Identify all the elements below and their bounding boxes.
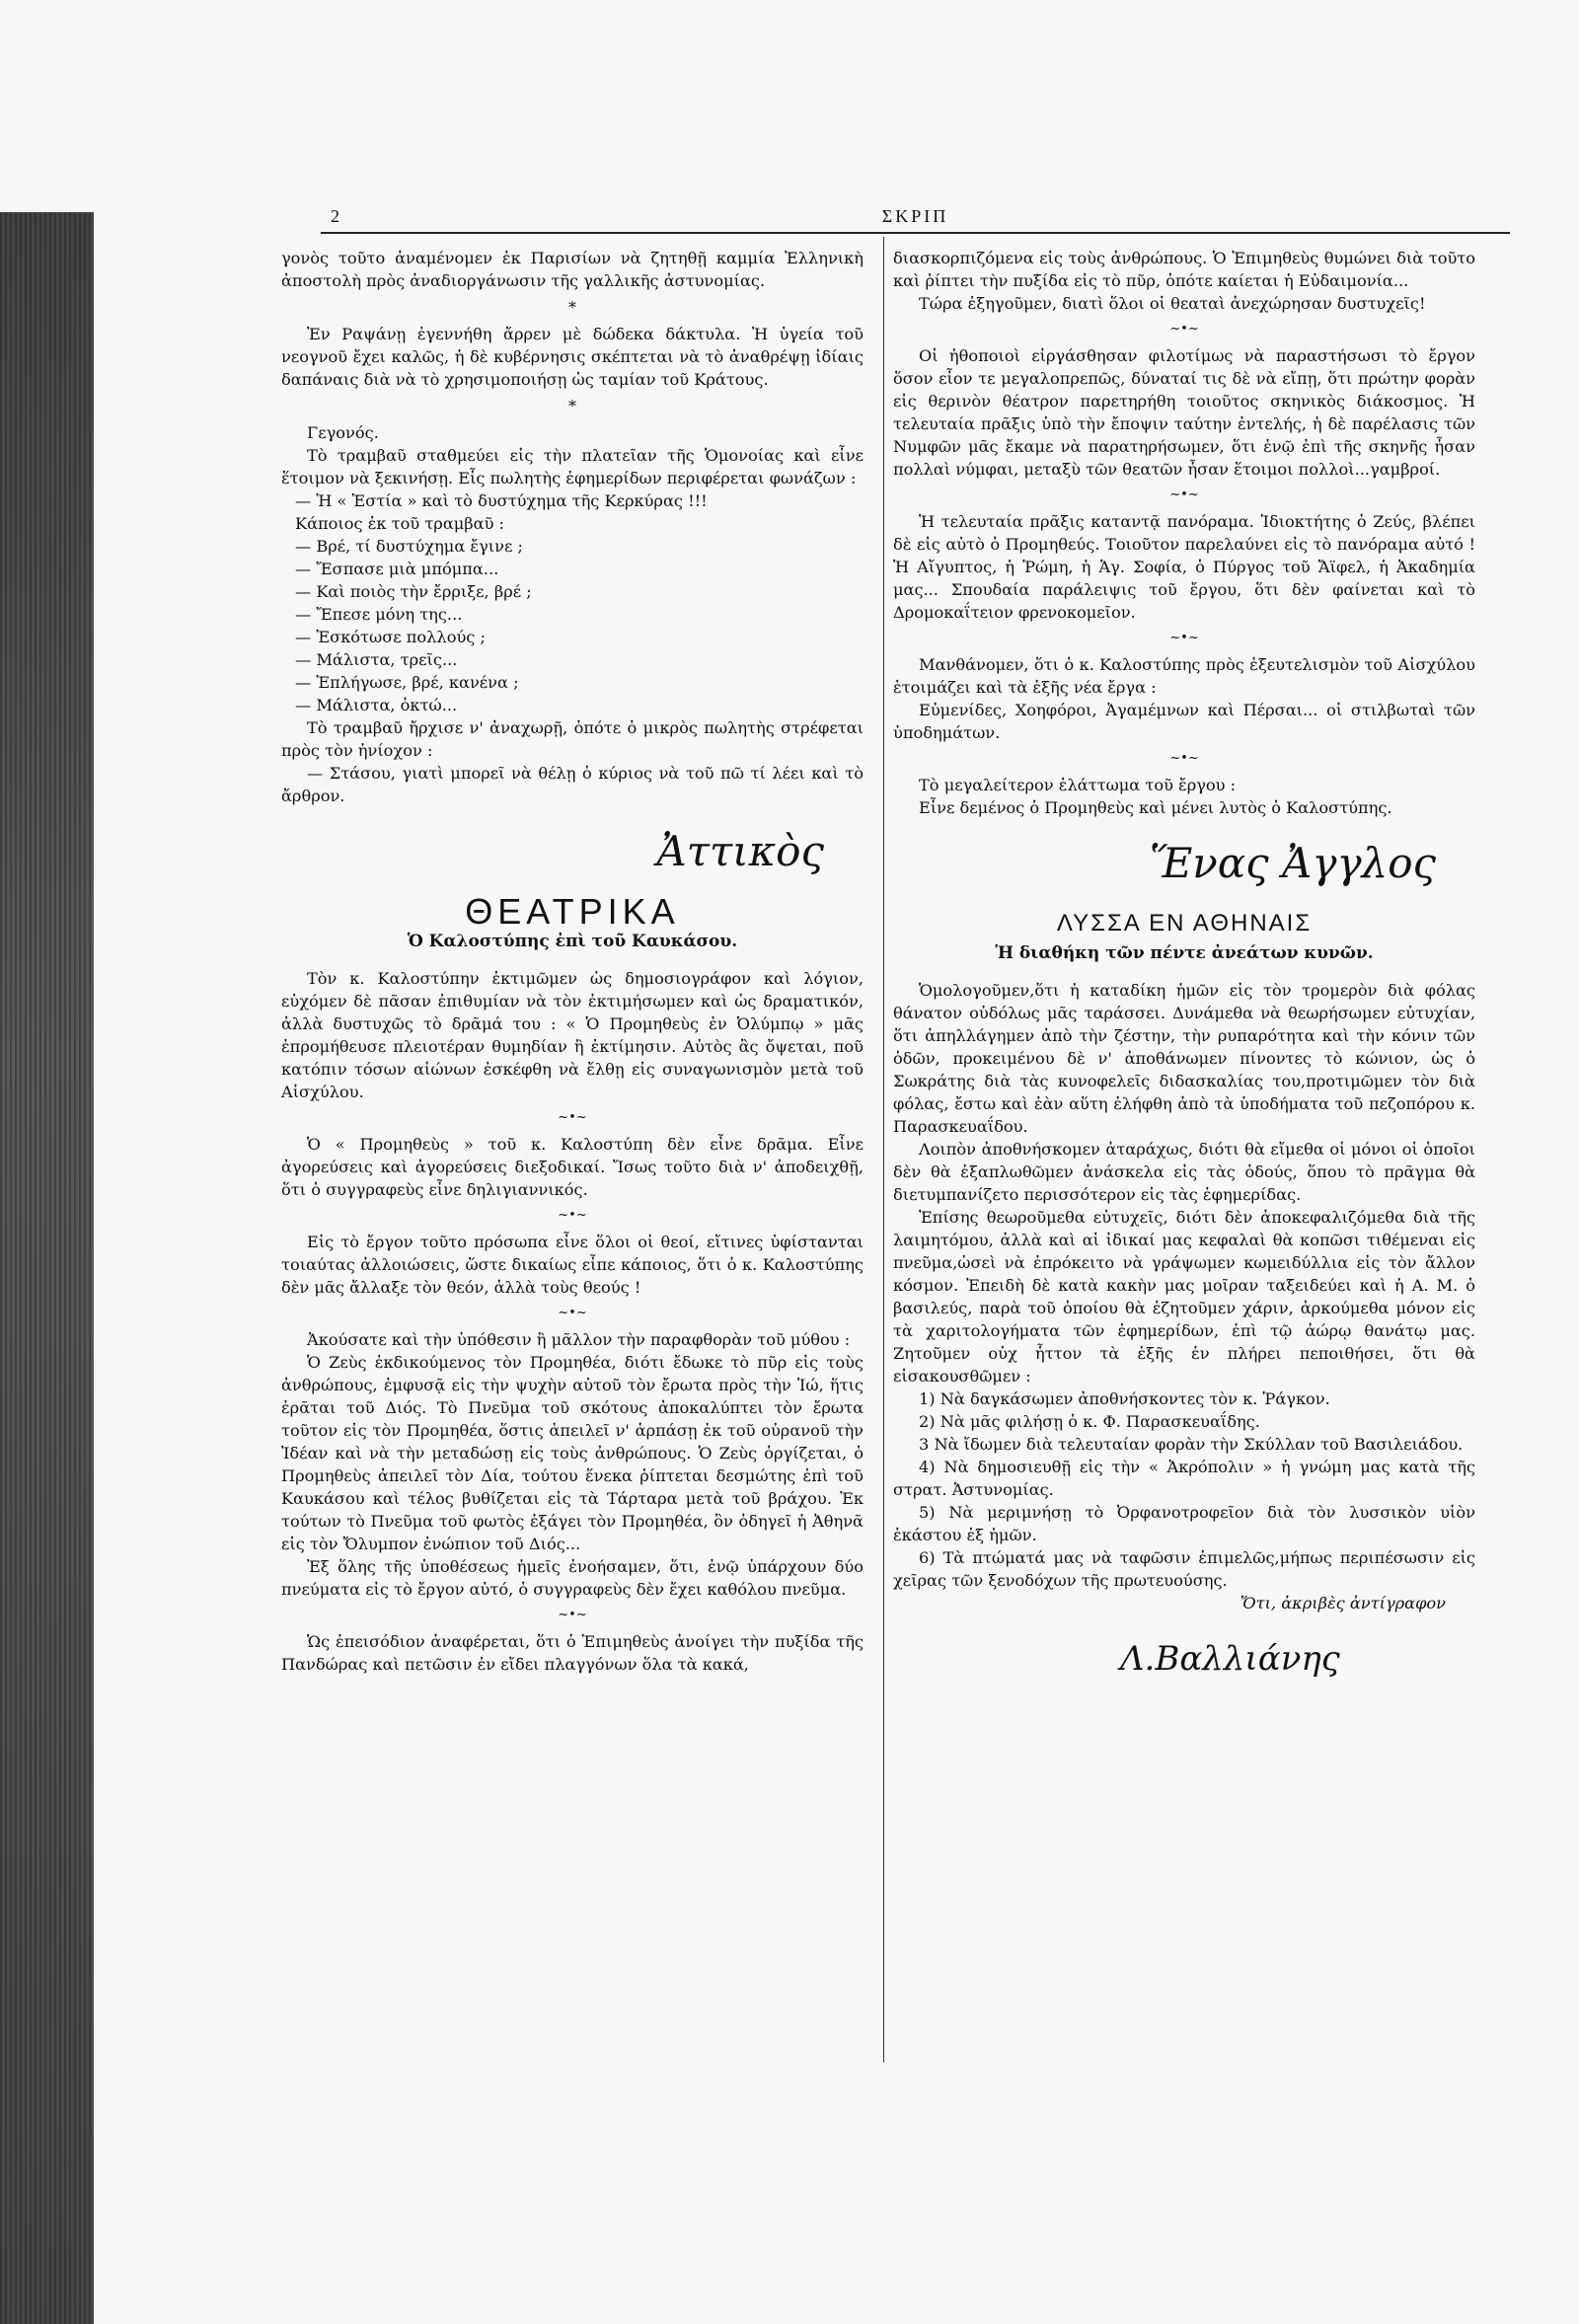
paragraph: Γεγονός.	[307, 423, 379, 442]
dialogue-line: — Ἔσπασε μιὰ μπόμπα...	[295, 560, 499, 578]
closing-quote: Ὅτι, ἀκριβὲς ἀντίγραφον	[1241, 1594, 1446, 1612]
paragraph: Ὁ Ζεὺς ἐκδικούμενος τὸν Προμηθέα, διότι ἔδωκε τὸ πῦρ εἰς τοὺς ἀνθρώπους, ἐμφυσᾷ εἰς τὴν ψυχὴν αὐτοῦ τὸν ἔρωτα πρὸς τὴν Ἰώ, ἥτις ἐρᾶται τοῦ Διός. Τὸ Πνεῦμα τοῦ σκότους ἀποκαλύπτει τὸν ἔρωτα τοῦτον εἰς τὸν Προμηθέα, ὅστις ἀπειλεῖ ν' ἁρπάσῃ ἐκ τοῦ οὐρανοῦ τὴν Ἰδέαν καὶ νὰ τὴν μεταδώσῃ εἰς τοὺς ἀνθρώπους. Ὁ Ζεὺς ὀργίζεται, ὁ Προμηθεὺς ἀπειλεῖ τὸν Δία, τούτου ἕνεκα ῥίπτεται δεσμώτης ἐπὶ τοῦ Καυκάσου καὶ τέλος βυθίζεται εἰς τὰ Τάρταρα μετὰ τοῦ βράχου. Ἐκ τούτων τὸ Πνεῦμα τοῦ φωτὸς ἐξάγει τὸν Προμηθέα, ὃν ὁδηγεῖ ἡ Ἀθηνᾶ εἰς τὸν Ὄλυμπον ἐνώπιον τοῦ Διός...	[281, 1353, 864, 1553]
dialogue-line: — Μάλιστα, τρεῖς...	[295, 650, 458, 669]
paragraph: Ὁμολογοῦμεν,ὅτι ἡ καταδίκη ἡμῶν εἰς τὸν τρομερὸν διὰ φόλας θάνατον οὐδόλως μᾶς ταράσσει. Δυνάμεθα νὰ θεωρήσωμεν εὐτυχίαν, ὅτι ἀπηλλάγημεν ἀπὸ τὴν ζέστην, τὴν ρυπαρότητα καὶ τὴν κόνιν τῶν ὁδῶν, προκειμένου δὲ ν' ἀποθάνωμεν πίνοντες τὸ κώνιον, ὡς ὁ Σωκράτης διὰ τὰς κυνοφελεῖς διδασκαλίας του,προτιμῶμεν τὸν διὰ φόλας, ἔστω καὶ ἐὰν αὕτη ἐλήφθη ἀπὸ τὰ ὑποδήματα τοῦ πεζοπόρου κ. Παρασκευαΐδου.	[893, 981, 1475, 1136]
ornament-separator: ~•~	[1169, 487, 1199, 502]
ornament-separator: ~•~	[558, 1608, 587, 1622]
author-signature: Ἕνας Ἀγγλος	[1149, 839, 1436, 887]
paragraph: Μανθάνομεν, ὅτι ὁ κ. Καλοστύπης πρὸς ἐξευτελισμὸν τοῦ Αἰσχύλου ἑτοιμάζει καὶ τὰ ἑξῆς νέα ἔργα :	[893, 655, 1475, 697]
paragraph: Ἐν Ραψάνῃ ἐγεννήθη ἄρρεν μὲ δώδεκα δάκτυλα. Ἡ ὑγεία τοῦ νεογνοῦ ἔχει καλῶς, ἡ δὲ κυβέρνησις σκέπτεται νὰ τὸ ἀναθρέψῃ ἰδίαις δαπάναις διὰ νὰ τὸ χρησιμοποιήσῃ ὡς ταμίαν τοῦ Κράτους.	[281, 325, 864, 389]
ornament-separator: ~•~	[1169, 322, 1199, 337]
dialogue-line: — Μάλιστα, ὀκτώ...	[295, 696, 458, 714]
dialogue-line: — Ἔπεσε μόνη της...	[295, 605, 463, 624]
column-divider	[883, 237, 884, 2062]
paragraph: Τὸ μεγαλείτερον ἐλάττωμα τοῦ ἔργου :	[919, 776, 1237, 794]
article-headline: Ὁ Καλοστύπης ἐπὶ τοῦ Καυκάσου.	[407, 932, 738, 951]
dialogue-line: — Ἡ « Ἑστία » καὶ τὸ δυστύχημα τῆς Κερκύρας !!!	[295, 491, 708, 510]
ornament-separator: ~•~	[558, 1110, 587, 1125]
section-title: ΛΥΣΣΑ ΕΝ ΑΘΗΝΑΙΣ	[1056, 910, 1313, 937]
scanned-page-edge	[0, 212, 94, 2324]
star-separator: *	[568, 298, 576, 317]
ornament-separator: ~•~	[558, 1208, 587, 1223]
ornament-separator: ~•~	[1169, 631, 1199, 645]
list-item: 3 Νὰ ἴδωμεν διὰ τελευταίαν φορὰν τὴν Σκύλλαν τοῦ Βασιλειάδου.	[919, 1435, 1464, 1454]
paragraph: γονὸς τοῦτο ἀναμένομεν ἐκ Παρισίων νὰ ζητηθῇ καμμία Ἑλληνικὴ ἀποστολὴ πρὸς ἀναδιοργάνωσιν τῆς γαλλικῆς ἀστυνομίας.	[281, 249, 864, 290]
paragraph: Εἰς τὸ ἔργον τοῦτο πρόσωπα εἶνε ὅλοι οἱ θεοί, εἴτινες ὑφίστανται τοιαύτας ἀλλοιώσεις, ὥστε δικαίως εἶπε κάποιος, ὅτι ὁ κ. Καλοστύπης δὲν μᾶς ἄλλαξε τὸν θεόν, ἀλλὰ τοὺς θεούς !	[281, 1233, 864, 1297]
paragraph: Τὸ τραμβαῦ ἤρχισε ν' ἀναχωρῇ, ὁπότε ὁ μικρὸς πωλητὴς στρέφεται πρὸς τὸν ἡνίοχον :	[281, 718, 864, 760]
list-item: 6) Τὰ πτώματά μας νὰ ταφῶσιν ἐπιμελῶς,μήπως περιπέσωσιν εἰς χεῖρας τῶν ξενοδόχων τῆς πρωτευούσης.	[893, 1548, 1475, 1590]
dialogue-line: — Καὶ ποιὸς τὴν ἔρριξε, βρέ ;	[295, 582, 532, 601]
section-title: ΘΕΑΤΡΙΚΑ	[465, 891, 680, 932]
paragraph: Τώρα ἐξηγοῦμεν, διατὶ ὅλοι οἱ θεαταὶ ἀνεχώρησαν δυστυχεῖς!	[919, 294, 1426, 313]
paragraph: Ἐπίσης θεωροῦμεθα εὐτυχεῖς, διότι δὲν ἀποκεφαλιζόμεθα διὰ τῆς λαιμητόμου, ἀλλὰ καὶ αἱ ἰδικαί μας κεφαλαὶ θὰ κοπῶσι τιθέμεναι εἰς πνεῦμα,ὡσεὶ νὰ ἐπρόκειτο νὰ γράψωμεν κωμειδύλλια εἰς τὸν ἄλλον κόσμον. Ἐπειδὴ δὲ κατὰ κακὴν μας μοῖραν ταξειδεύει καὶ ἡ Α. Μ. ὁ βασιλεύς, παρὰ τοῦ ὁποίου θὰ ἐζητοῦμεν χάριν, ἀρκούμεθα μόνον εἰς τὰ χαριτολογήματα τῶν ἐφημερίδων, ἐπὶ τῷ ἀώρῳ θανάτῳ μας. Ζητοῦμεν οὐχ ἧττον τὰ ἑξῆς ἐν πλήρει πεποιθήσει, ὅτι θὰ εἰσακουσθῶμεν :	[893, 1208, 1475, 1386]
paragraph: διασκορπιζόμενα εἰς τοὺς ἀνθρώπους. Ὁ Ἐπιμηθεὺς θυμώνει διὰ τοῦτο καὶ ῥίπτει τὴν πυξίδα εἰς τὸ πῦρ, ὁπότε καίεται ἡ Εὐδαιμονία...	[893, 249, 1475, 290]
star-separator: *	[568, 397, 576, 415]
paragraph: — Στάσου, γιατὶ μπορεῖ νὰ θέλῃ ὁ κύριος νὰ τοῦ πῶ τί λέει καὶ τὸ ἄρθρον.	[281, 764, 864, 805]
ornament-separator: ~•~	[1169, 751, 1199, 766]
list-item: 4) Νὰ δημοσιευθῇ εἰς τὴν « Ἀκρόπολιν » ἡ γνώμη μας κατὰ τῆς στρατ. Ἀστυνομίας.	[893, 1458, 1475, 1499]
article-headline: Ἡ διαθήκη τῶν πέντε ἀνεάτων κυνῶν.	[995, 943, 1374, 963]
dialogue-line: Κάποιος ἐκ τοῦ τραμβαῦ :	[295, 514, 505, 533]
right-column	[893, 247, 1475, 1707]
dialogue-line: — Ἐσκότωσε πολλούς ;	[295, 628, 486, 646]
page-number: 2	[331, 206, 339, 226]
dialogue-line: — Ἐπλήγωσε, βρέ, κανένα ;	[295, 673, 519, 692]
paragraph: Ὡς ἐπεισόδιον ἀναφέρεται, ὅτι ὁ Ἐπιμηθεὺς ἀνοίγει τὴν πυξίδα τῆς Πανδώρας καὶ πετῶσιν ἐν εἴδει πλαγγόνων ὅλα τὰ κακά,	[281, 1632, 864, 1674]
paragraph: Λοιπὸν ἀποθνήσκομεν ἀταράχως, διότι θὰ εἴμεθα οἱ μόνοι οἱ ὁποῖοι δὲν θὰ ἐξαπλωθῶμεν ἀνάσκελα εἰς τὰς ὁδούς, ὅπου τὸ πρᾶγμα θὰ διετυμπανίζετο περισσότερον εἰς τὰς ἐφημερίδας.	[893, 1140, 1475, 1204]
paragraph: Οἱ ἠθοποιοὶ εἰργάσθησαν φιλοτίμως νὰ παραστήσωσι τὸ ἔργον ὅσον εἶον τε μεγαλοπρεπῶς, δύναταί τις δὲ νὰ εἴπῃ, ὅτι πρώτην φορὰν εἰς θερινὸν θέατρον παρετηρήθη τοιοῦτος σκηνικὸς διάκοσμος. Ἡ τελευταία πρᾶξις ὑπὸ τὴν ἔποψιν ταύτην ἐντελής, ἡ δὲ παρέλασις τῶν Νυμφῶν μᾶς ἔκαμε νὰ παρατηρήσωμεν, ὅτι ἐνῷ ἐπὶ τῆς σκηνῆς ἦσαν πολλαὶ νύμφαι, μεταξὺ τῶν θεατῶν ἦσαν ἕτοιμοι πολλοὶ...γαμβροί.	[893, 346, 1475, 479]
author-signature: Ἀττικὸς	[656, 827, 824, 875]
end-signature: Λ.Βαλλιάνης	[1120, 1639, 1340, 1679]
left-column	[281, 247, 864, 1676]
newspaper-title: ΣΚΡΙΠ	[881, 206, 949, 226]
ornament-separator: ~•~	[558, 1306, 587, 1320]
paragraph: Εὐμενίδες, Χοηφόροι, Ἀγαμέμνων καὶ Πέρσαι... οἱ στιλβωταὶ τῶν ὑποδημάτων.	[893, 701, 1475, 742]
list-item: 2) Νὰ μᾶς φιλήσῃ ὁ κ. Φ. Παρασκευαΐδης.	[919, 1412, 1260, 1431]
list-item: 5) Νὰ μεριμνήσῃ τὸ Ὀρφανοτροφεῖον διὰ τὸν λυσσικὸν υἱὸν ἑκάστου ἐξ ἡμῶν.	[893, 1503, 1475, 1544]
paragraph: Εἶνε δεμένος ὁ Προμηθεὺς καὶ μένει λυτὸς ὁ Καλοστύπης.	[919, 798, 1392, 817]
paragraph: Ἐξ ὅλης τῆς ὑποθέσεως ἡμεῖς ἐνοήσαμεν, ὅτι, ἐνῷ ὑπάρχουν δύο πνεύματα εἰς τὸ ἔργον αὐτό, ὁ συγγραφεὺς δὲν ἔχει καθόλου πνεῦμα.	[281, 1557, 864, 1599]
paragraph: Ἀκούσατε καὶ τὴν ὑπόθεσιν ἢ μᾶλλον τὴν παραφθορὰν τοῦ μύθου :	[307, 1330, 851, 1349]
dialogue-line: — Βρέ, τί δυστύχημα ἔγινε ;	[295, 537, 523, 556]
paragraph: Τὸ τραμβαῦ σταθμεύει εἰς τὴν πλατεῖαν τῆς Ὁμονοίας καὶ εἶνε ἕτοιμον νὰ ξεκινήσῃ. Εἷς πωλητὴς ἐφημερίδων περιφέρεται φωνάζων :	[281, 446, 864, 487]
paragraph: Τὸν κ. Καλοστύπην ἐκτιμῶμεν ὡς δημοσιογράφον καὶ λόγιον, εὐχόμεν δὲ πᾶσαν ἐπιθυμίαν νὰ τὸν ἐκτιμήσωμεν καὶ ὡς δραματικόν, ἀλλὰ δυστυχῶς τὸ δρᾶμά του : « Ὁ Προμηθεὺς ἐν Ὀλύμπῳ » μᾶς ἐπρομήθευσε πλειοτέραν θυμηδίαν ἢ ἐκτίμησιν. Αὐτὸς ἂς ὄψεται, ποῦ κατόπιν τόσων αἰώνων ἐσκέφθη νὰ ἔλθῃ εἰς συναγωνισμὸν μετὰ τοῦ Αἰσχύλου.	[281, 969, 864, 1101]
paragraph: Ὁ « Προμηθεὺς » τοῦ κ. Καλοστύπη δὲν εἶνε δρᾶμα. Εἶνε ἀγορεύσεις καὶ ἀγορεύσεις διεξοδικαί. Ἴσως τοῦτο διὰ ν' ἀποδειχθῇ, ὅτι ὁ συγγραφεὺς εἶνε δηλιγιαννικός.	[281, 1135, 864, 1199]
list-item: 1) Νὰ δαγκάσωμεν ἀποθνήσκοντες τὸν κ. Ῥάγκον.	[919, 1389, 1330, 1408]
page-header	[321, 202, 1510, 234]
paragraph: Ἡ τελευταία πρᾶξις καταντᾷ πανόραμα. Ἰδιοκτήτης ὁ Ζεύς, βλέπει δὲ εἰς αὐτὸ ὁ Προμηθεύς. Τοιοῦτον παρελαύνει εἰς τὸ πανόραμα αὐτό ! Ἡ Αἴγυπτος, ἡ Ῥώμη, ἡ Ἁγ. Σοφία, ὁ Πύργος τοῦ Ἄϊφελ, ἡ Ἀκαδημία μας... Σπουδαία παράλειψις τοῦ ἔργου, ὅτι δὲν φαίνεται καὶ τὸ Δρομοκαΐτειον φρενοκομεῖον.	[893, 512, 1475, 622]
